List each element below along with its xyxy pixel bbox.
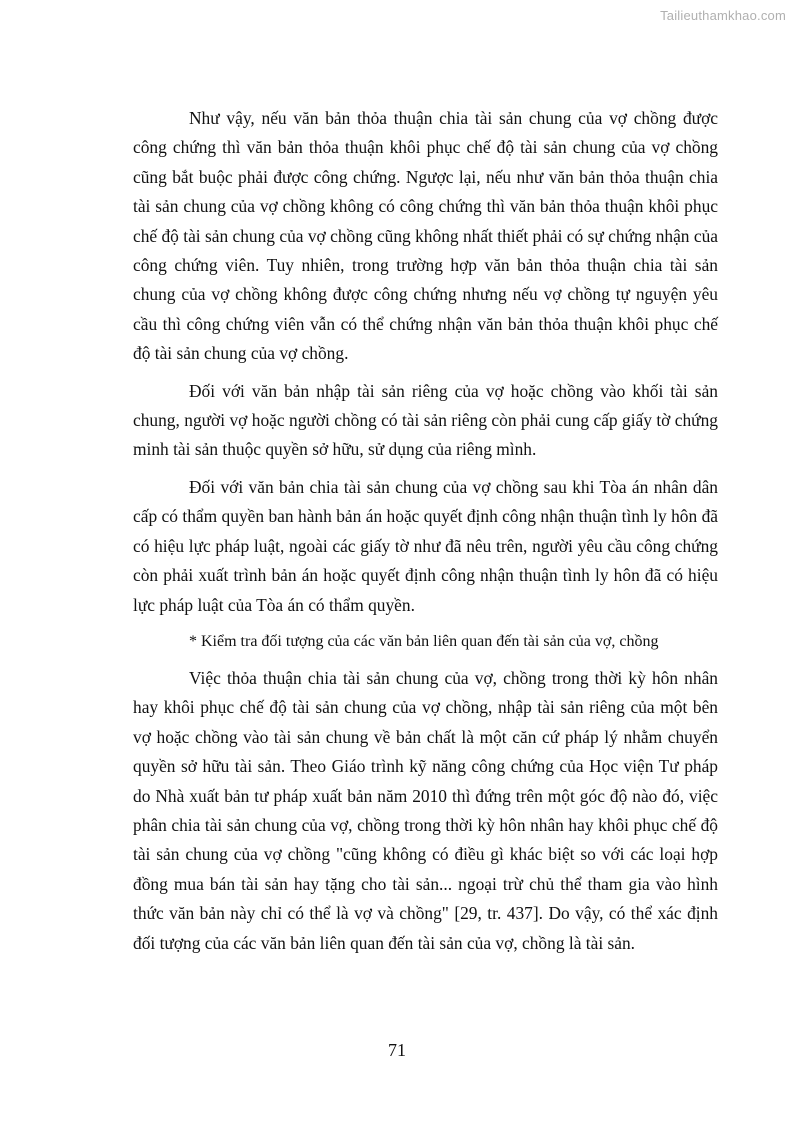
document-body <box>133 104 718 966</box>
paragraph: Việc thỏa thuận chia tài sản chung của vợ, chồng trong thời kỳ hôn nhân hay khôi phục chế độ tài sản chung của vợ chồng, nhập tài sản riêng của một bên vợ hoặc chồng vào tài sản chung về bản chất là một căn cứ pháp lý nhằm chuyển quyền sở hữu tài sản. Theo Giáo trình kỹ năng công chứng của Học viện Tư pháp do Nhà xuất bản tư pháp xuất bản năm 2010 thì đứng trên một góc độ nào đó, việc phân chia tài sản chung của vợ, chồng trong thời kỳ hôn nhân hay khôi phục chế độ tài sản chung của vợ chồng "cũng không có điều gì khác biệt so với các loại hợp đồng mua bán tài sản hay tặng cho tài sản... ngoại trừ chủ thể tham gia vào hình thức văn bản này chỉ có thể là vợ và chồng" [29, tr. 437]. Do vậy, có thể xác định đối tượng của các văn bản liên quan đến tài sản của vợ, chồng là tài sản. <box>133 667 718 953</box>
page-number: 71 <box>388 1040 406 1060</box>
section-heading: * Kiểm tra đối tượng của các văn bản liên quan đến tài sản của vợ, chồng <box>189 632 659 650</box>
watermark: Tailieuthamkhao.com <box>660 8 786 23</box>
paragraph: Đối với văn bản nhập tài sản riêng của vợ hoặc chồng vào khối tài sản chung, người vợ hoặc người chồng có tài sản riêng còn phải cung cấp giấy tờ chứng minh tài sản thuộc quyền sở hữu, sử dụng của riêng mình. <box>133 380 718 460</box>
paragraph: Đối với văn bản chia tài sản chung của vợ chồng sau khi Tòa án nhân dân cấp có thẩm quyền ban hành bản án hoặc quyết định công nhận thuận tình ly hôn đã có hiệu lực pháp luật, ngoài các giấy tờ như đã nêu trên, người yêu cầu công chứng còn phải xuất trình bản án hoặc quyết định công nhận thuận tình ly hôn đã có hiệu lực pháp luật của Tòa án có thẩm quyền. <box>133 476 718 615</box>
paragraph: Như vậy, nếu văn bản thỏa thuận chia tài sản chung của vợ chồng được công chứng thì văn bản thỏa thuận khôi phục chế độ tài sản chung của vợ chồng cũng bắt buộc phải được công chứng. Ngược lại, nếu như văn bản thỏa thuận chia tài sản chung của vợ chồng không có công chứng thì văn bản thỏa thuận khôi phục chế độ tài sản chung của vợ chồng cũng không nhất thiết phải có sự chứng nhận của công chứng viên. Tuy nhiên, trong trường hợp văn bản thỏa thuận chia tài sản chung của vợ chồng không được công chứng nhưng nếu vợ chồng tự nguyện yêu cầu thì công chứng viên vẫn có thể chứng nhận văn bản thỏa thuận khôi phục chế độ tài sản chung của vợ chồng. <box>133 108 718 364</box>
